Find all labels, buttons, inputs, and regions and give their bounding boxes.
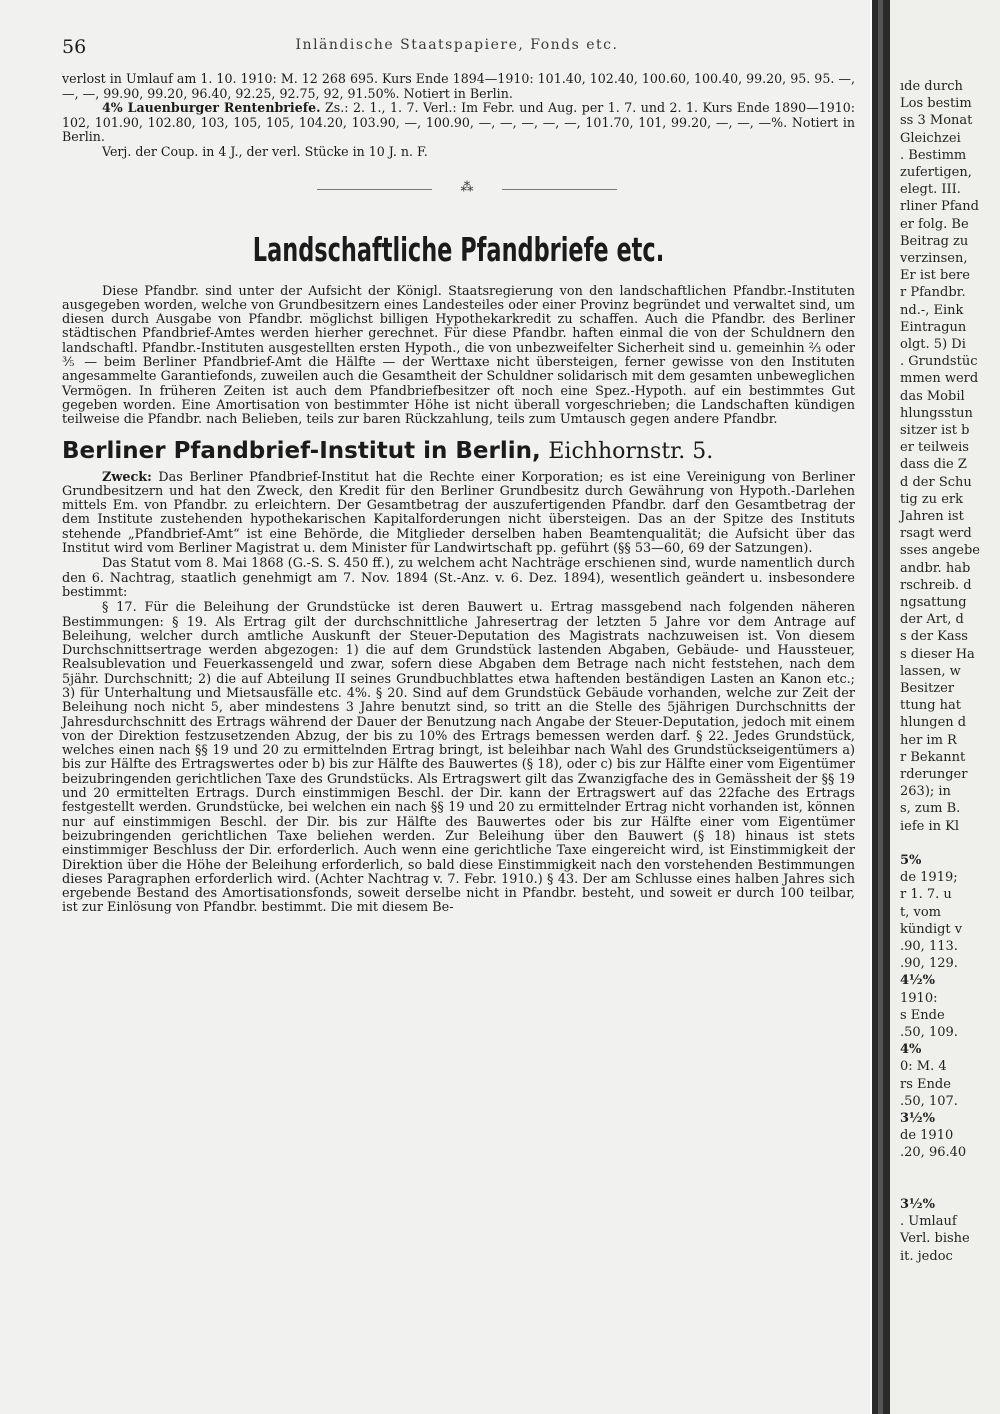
page-number: 56 bbox=[62, 36, 87, 58]
right-page-fragment: ıde durch bbox=[900, 79, 963, 94]
right-page-fragment: r 1. 7. u bbox=[900, 887, 952, 903]
right-page-fragment: .50, 109. bbox=[900, 1025, 958, 1040]
institute-address: Eichhornstr. 5. bbox=[548, 438, 714, 464]
right-page-fragment: ss 3 Monat bbox=[900, 113, 973, 129]
institute-name: Berliner Pfandbrief-Institut in Berlin, bbox=[62, 437, 541, 464]
right-page-fragment: Besitzer bbox=[900, 681, 955, 696]
right-page-fragment: verzinsen, bbox=[900, 251, 968, 266]
right-page-fragment: hlungen d bbox=[900, 715, 967, 731]
right-page-fragment: 5% bbox=[900, 853, 922, 868]
right-page-fragment: .20, 96.40 bbox=[900, 1145, 967, 1161]
right-page-fragment: . Grundstüc bbox=[900, 354, 978, 370]
institute-heading bbox=[62, 435, 855, 467]
book-page-right-fragment bbox=[890, 0, 1000, 1414]
right-page-fragment: 0: M. 4 bbox=[900, 1059, 947, 1075]
right-page-fragment: andbr. hab bbox=[900, 560, 971, 576]
right-page-fragment: s, zum B. bbox=[900, 801, 961, 817]
right-page-fragment: Eintragun bbox=[900, 319, 967, 335]
statut-paragraph: Das Statut vom 8. Mai 1868 (G.-S. S. 450 ff.), zu welchem acht Nachträge erschienen sind, wurde namentlich durch den 6. Nachtrag, staatlich genehmigt am 7. Nov. 1894 (St.-Anz. v. 6. Dez. 1894), wesentlich geändert u. insbesondere bestimmt: bbox=[62, 556, 855, 600]
right-page-fragment: .90, 113. bbox=[900, 939, 958, 954]
right-page-fragment: Er ist bere bbox=[900, 268, 970, 284]
right-page-fragment: Beitrag zu bbox=[900, 233, 969, 249]
right-page-fragment: tig zu erk bbox=[900, 491, 963, 507]
right-page-fragment: olgt. 5) Di bbox=[900, 337, 966, 352]
ornament: ⁂ bbox=[432, 180, 502, 195]
right-page-fragment: r Pfandbr. bbox=[900, 285, 966, 301]
intro-paragraph: Diese Pfandbr. sind unter der Aufsicht der Königl. Staatsregierung von den landschaftlichen Pfandbr.-Instituten ausgegeben worden, welche von Grundbesitzern eines Landesteiles oder einer Provinz begründet und verwaltet sind, um diesen durch Ausgabe von Pfandbr. möglichst billigen Hypothekarkredit zu schaffen. Auch die Pfandbr. des Berliner städtischen Pfandbrief-Amtes werden hierher gerechnet. Für diese Pfandbr. haften einmal die von der Schuldnern den landschaftl. Pfandbr.-Instituten ausgestellten ersten Hypoth., die von unbezweifelter Sicherheit sind u. gemeinhin ⅔ oder ⅗ — beim Berliner Pfandbrief-Amt die Hälfte — der Werttaxe nicht übersteigen, ferner gewisse von den Instituten angesammelte Garantiefonds, zuweilen auch die Gesamtheit der Schuldner solidarisch mit dem gesamten unbeweglichen Vermögen. In früheren Zeiten ist auch dem Pfandbriefbesitzer oft noch eine Spez.-Hypoth. auf ein bestimmtes Gut gegeben worden. Eine Amortisation von bestimmter Höhe ist nicht überall vorgeschrieben; die Landschaften kündigen teilweise die Pfandbr. nach Belieben, teils zur baren Rückzahlung, teils zum Umtausch gegen andere Pfandbr. bbox=[62, 283, 855, 428]
right-page-fragment: 1910: bbox=[900, 990, 938, 1006]
right-page-fragment: Jahren ist bbox=[900, 509, 964, 524]
zweck-paragraph bbox=[62, 471, 855, 557]
right-page-fragment: Gleichzei bbox=[900, 130, 961, 146]
right-page-fragment: Verl. bishe bbox=[900, 1231, 970, 1247]
right-page-fragment: rsagt werd bbox=[900, 526, 972, 542]
right-page-fragment: s der Kass bbox=[900, 629, 968, 645]
right-page-fragment: iefe in Kl bbox=[900, 818, 960, 834]
right-page-fragment: er teilweis bbox=[900, 440, 969, 456]
right-page-fragment: r Bekannt bbox=[900, 749, 966, 765]
right-page-fragment: elegt. III. bbox=[900, 182, 961, 198]
right-page-fragment: mmen werd bbox=[900, 371, 979, 387]
right-page-fragment: lassen, w bbox=[900, 663, 961, 679]
right-page-fragment: rderunger bbox=[900, 767, 968, 782]
rentenbriefe-paragraph bbox=[62, 101, 855, 145]
right-page-fragment: rschreib. d bbox=[900, 577, 972, 593]
right-page-fragment: hlungsstun bbox=[900, 405, 973, 421]
right-page-fragment: der Art, d bbox=[900, 612, 964, 628]
right-page-fragment: zufertigen, bbox=[900, 165, 972, 180]
statute-sections-paragraph: § 17. Für die Beleihung der Grundstücke ist deren Bauwert u. Ertrag massgebend nach folgenden näheren Bestimmungen: § 19. Als Ertrag gilt der durchschnittliche Jahresertrag der letzten 5 Jahre vor dem Antrage auf Beleihung, welcher durch amtliche Auskunft der Steuer-Deputation des Magistrats nachzuweisen ist. Von diesem Durchschnittsertrage werden abgezogen: 1) die auf dem Grundstück lastenden Abgaben, Gebäude- und Haussteuer, Realsublevation und Feuerkassengeld und zwar, sofern diese Abgaben dem Betrage nach nicht feststehen, nach dem 5jähr. Durchschnitt; 2) die auf Abteilung II seines Grundbuchblattes etwa haftenden beständigen Lasten an Kanon etc.; 3) für Unterhaltung und Mietsausfälle etc. 4%. § 20. Sind auf dem Grundstück Gebäude vorhanden, welche zur Zeit der Beleihung noch nicht 5, aber mindestens 3 Jahre benutzt sind, so tritt an die Stelle des 5jährigen Durchschnitts der Jahresdurchschnitt des Ertrags während der Dauer der Benutzung nach Angabe der Steuer-Deputation, jedoch mit einem von der Direktion festzusetzenden Abzug, der bis zu 10% des Ertrags bemessen werden darf. § 22. Jedes Grundstück, welches einen nach §§ 19 und 20 zu ermittelnden Ertrag bringt, ist beleihbar nach Wahl des Grundstückseigentümers a) bis zur Hälfte des Ertragswertes oder b) bis zur Hälfte des Bauwertes (§ 18), oder c) bis zur Hälfte einer vom Eigentümer beizubringenden gerichtlichen Taxe des Grundstücks. Als Ertragswert gilt das Zwanzigfache des in Gemässheit der §§ 19 und 20 ermittelten Ertrags. Durch einstimmigen Beschl. der Dir. kann der Ertragswert auf das 22fache des Ertrags festgestellt werden. Grundstücke, bei welchen ein nach §§ 19 und 20 zu ermittelnder Ertrag nicht vorhanden ist, können nur auf einstimmigen Beschl. der Dir. bis zur Hälfte des Bauwertes oder bis zur Hälfte einer vom Eigentümer beizubringenden gerichtlichen Taxe beliehen werden. Zur Beleihung über den Bauwert (§ 18) hinaus ist stets einstimmiger Beschluss der Dir. erforderlich. Auch wenn eine gerichtliche Taxe eingereicht wird, ist Einstimmigkeit der Direktion über die Höhe der Beleihung erforderlich, so bald diese Einstimmigkeit nach den vorstehenden Bestimmungen dieses Paragraphen erforderlich wird. (Achter Nachtrag v. 7. Febr. 1910.) § 43. Der am Schlusse eines halben Jahres sich ergebende Bestand des Amortisationsfonds, soweit derselbe nicht in Pfandbr. besteht, und soweit er durch 100 teilbar, ist zur Einlösung von Pfandbr. bestimmt. Die mit diesem Be- bbox=[62, 600, 855, 916]
right-page-fragment: kündigt v bbox=[900, 921, 963, 937]
right-page-fragment: t, vom bbox=[900, 904, 941, 920]
institute-block bbox=[62, 471, 855, 916]
right-page-fragment: .50, 107. bbox=[900, 1093, 958, 1109]
rentenbriefe-text: Zs.: 2. 1., 1. 7. Verl.: Im Febr. und Aug. per 1. 7. und 2. 1. Kurs Ende 1890—1910: 102, 101.90, 102.80, 103, 105, 105, 104.20, 103.90, —, 100.90, —, —, —, —, —, 101.70, 101, 99.20, —, —, —%. Notiert in Berlin. bbox=[62, 100, 856, 145]
right-page-fragment: dass die Z bbox=[900, 457, 967, 473]
lauenburger-entry bbox=[62, 72, 855, 160]
page-header bbox=[62, 36, 852, 58]
section-title: Landschaftliche Pfandbriefe etc. bbox=[252, 229, 665, 269]
right-page-fragment: her im R bbox=[900, 732, 957, 748]
right-page-fragment: rs Ende bbox=[900, 1076, 951, 1092]
right-page-fragment: s dieser Ha bbox=[900, 646, 975, 662]
right-page-fragment: . Bestimm bbox=[900, 147, 967, 163]
right-page-fragment: de 1919; bbox=[900, 870, 958, 886]
right-page-fragment: it. jedoc bbox=[900, 1248, 953, 1264]
book-gutter bbox=[872, 0, 890, 1414]
kurs-paragraph: verlost in Umlauf am 1. 10. 1910: M. 12 268 695. Kurs Ende 1894—1910: 101.40, 102.40, 100.60, 100.40, 99.20, 95. 95. —, —, —, 99.90, 99.20, 96.40, 92.25, 92.75, 92, 91.50%. Notiert in Berlin. bbox=[62, 71, 855, 101]
right-page-fragment: 3½% bbox=[900, 1197, 935, 1212]
zweck-text: Das Berliner Pfandbrief-Institut hat die Rechte einer Korporation; es ist eine Vereinigung von Berliner Grundbesitzern und hat den Zweck, den Kredit für den Berliner Grundbesitz durch Gewährung von Hypoth.-Darlehen mittels Em. von Pfandbr. zu erleichtern. Der Gesamtbetrag der auszufertigenden Pfandbr. darf den Gesamtbetrag der dem Institute zustehenden hypothekarischen Kapitalforderungen nicht übersteigen. Das an der Spitze des Instituts stehende „Pfandbrief-Amt“ ist eine Behörde, die Mitglieder derselben haben Beamtenqualität; die Aufsicht über das Institut wird vom Berliner Magistrat u. dem Minister für Landwirtschaft pp. geführt (§§ 53—60, 69 der Satzungen). bbox=[62, 469, 855, 557]
right-page-fragment: rliner Pfand bbox=[900, 199, 979, 215]
right-page-fragment: das Mobil bbox=[900, 388, 965, 404]
right-page-fragment: 4% bbox=[900, 1042, 922, 1058]
right-page-fragment: . Umlauf bbox=[900, 1214, 957, 1230]
page-body bbox=[62, 72, 855, 916]
running-title: Inländische Staatspapiere, Fonds etc. bbox=[295, 37, 619, 53]
right-page-fragment: nd.-, Eink bbox=[900, 302, 964, 318]
right-page-fragment: 263); in bbox=[900, 784, 951, 800]
right-page-fragment: ttung hat bbox=[900, 698, 961, 714]
right-page-fragment: s Ende bbox=[900, 1007, 945, 1023]
right-page-fragment: ngsattung bbox=[900, 595, 967, 610]
right-page-fragment: er folg. Be bbox=[900, 216, 969, 232]
right-page-fragment: 4½% bbox=[900, 973, 935, 989]
intro-block bbox=[62, 285, 855, 428]
verjaehrung-paragraph: Verj. der Coup. in 4 J., der verl. Stücke in 10 J. n. F. bbox=[102, 143, 428, 159]
zweck-label: Zweck: bbox=[102, 469, 152, 485]
rentenbriefe-label: 4% Lauenburger Rentenbriefe. bbox=[102, 100, 321, 116]
right-page-fragment: .90, 129. bbox=[900, 956, 958, 972]
right-page-fragment: 3½% bbox=[900, 1111, 935, 1126]
right-page-fragment: sses angebe bbox=[900, 543, 980, 559]
section-divider bbox=[62, 160, 855, 218]
right-page-fragment: sitzer ist b bbox=[900, 423, 970, 438]
right-page-fragment: d der Schu bbox=[900, 474, 972, 490]
right-page-fragment: Los bestim bbox=[900, 96, 972, 112]
right-page-fragment: de 1910 bbox=[900, 1128, 954, 1144]
